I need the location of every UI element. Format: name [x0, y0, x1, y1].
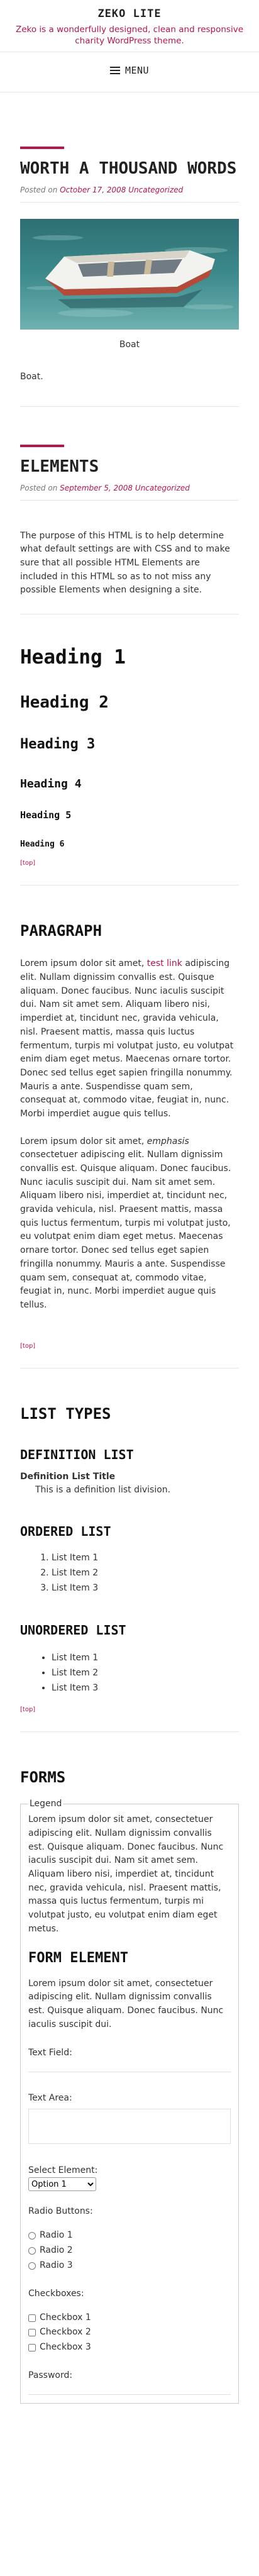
forms-heading: FORMS	[20, 1768, 66, 1787]
checkbox-input[interactable]	[28, 2344, 36, 2351]
forms-section	[20, 1732, 239, 2403]
menu-toggle-button[interactable]	[110, 65, 149, 76]
form-element-heading: FORM ELEMENT	[28, 1950, 128, 1966]
post-title[interactable]: ELEMENTS	[20, 457, 99, 477]
site-title[interactable]: ZEKO LITE	[97, 8, 162, 20]
list-item: 2. List Item 2	[52, 1566, 239, 1581]
checkbox-option-3[interactable]: Checkbox 3	[28, 2340, 231, 2355]
text-area-input[interactable]	[28, 2109, 231, 2144]
top-link[interactable]: [top]	[20, 1342, 36, 1350]
list-item: 3. List Item 3	[52, 1581, 239, 1596]
test-link[interactable]: test link	[146, 958, 182, 969]
emphasis-text: emphasis	[146, 1136, 189, 1146]
radio-input[interactable]	[28, 2232, 36, 2240]
text-field-label: Text Field:	[28, 2048, 72, 2058]
menu-label: MENU	[124, 64, 150, 76]
radio-option-2[interactable]: Radio 2	[28, 2243, 231, 2258]
checkbox-option-1[interactable]: Checkbox 1	[28, 2311, 231, 2326]
password-label: Password:	[28, 2370, 73, 2381]
title-accent-bar	[20, 147, 64, 149]
heading-6: Heading 6	[20, 840, 65, 850]
post-date-link[interactable]: September 5, 2008	[60, 483, 133, 492]
title-accent-bar	[20, 445, 64, 447]
heading-2: Heading 2	[20, 693, 109, 713]
password-input[interactable]	[28, 2382, 231, 2395]
post-category-link[interactable]: Uncategorized	[135, 483, 190, 492]
top-link[interactable]: [top]	[20, 1706, 36, 1713]
heading-5: Heading 5	[20, 809, 72, 821]
paragraph-two: Lorem ipsum dolor sit amet, emphasis consectetuer adipiscing elit. Nullam dignissim convallis est. Quisque aliquam. Donec faucibus. Nunc iaculis suscipit dui. Nam sit amet sem. Aliquam libero nisi, imperdiet at, tincidunt nec, gravida vehicula, nisl. Praesent mattis, massa quis luctus fermentum, turpis mi volutpat justo, eu volutpat enim diam eget metus. Maecenas ornare tortor. Donec sed tellus eget sapien fringilla nonummy. Mauris a ante. Suspendisse quam sem, consequat at, commodo vitae, feugiat in, nunc. Morbi imperdiet augue quis tellus.	[20, 1136, 231, 1310]
post-elements	[20, 407, 239, 2403]
paragraph-heading: PARAGRAPH	[20, 922, 102, 940]
post-body: Boat.	[20, 371, 43, 382]
paragraph-one: Lorem ipsum dolor sit amet, test link adipiscing elit. Nullam dignissim convallis est. Quisque aliquam. Donec faucibus. Nunc iaculis suscipit dui. Nam sit amet sem. Aliquam libero nisi, imperdiet at, tincidunt nec, gravida vehicula, nisl. Praesent mattis, massa quis luctus fermentum, turpis mi volutpat justo, eu volutpat enim diam eget metus. Maecenas ornare tortor. Donec sed tellus eget sapien fringilla nonummy. Mauris a ante. Suspendisse quam sem, consequat at, commodo vitae, feugiat in, nunc. Morbi imperdiet augue quis tellus.	[20, 958, 234, 1119]
radio-buttons-label: Radio Buttons:	[28, 2206, 93, 2217]
unordered-list	[20, 1651, 239, 1696]
definition-description: This is a definition list division.	[35, 1485, 171, 1496]
post-category-link[interactable]: Uncategorized	[128, 185, 184, 194]
site-description: Zeko is a wonderfully designed, clean and responsive charity WordPress theme.	[15, 24, 244, 46]
post-worth-a-thousand-words	[20, 92, 239, 384]
form-paragraph: Lorem ipsum dolor sit amet, consectetuer adipiscing elit. Nullam dignissim convallis est. Quisque aliquam. Donec faucibus. Nunc iaculis suscipit dui.	[28, 1978, 224, 2029]
radio-input[interactable]	[28, 2247, 36, 2255]
select-element-label: Select Element:	[28, 2165, 98, 2176]
list-types-heading: LIST TYPES	[20, 1405, 111, 1423]
post-meta: Posted on September 5, 2008 Uncategorized	[20, 482, 239, 501]
post-meta: Posted on October 17, 2008 Uncategorized	[20, 184, 239, 203]
text-field-input[interactable]	[28, 2060, 231, 2072]
definition-list-heading: DEFINITION LIST	[20, 1447, 134, 1463]
definition-term: Definition List Title	[20, 1472, 116, 1482]
content-area	[0, 92, 259, 2403]
unordered-list-heading: UNORDERED LIST	[20, 1623, 126, 1638]
list-item: • List Item 2	[52, 1666, 239, 1681]
list-item: • List Item 3	[52, 1681, 239, 1696]
checkbox-input[interactable]	[28, 2329, 36, 2336]
checkboxes-label: Checkboxes:	[28, 2288, 84, 2299]
checkbox-input[interactable]	[28, 2314, 36, 2322]
legend-paragraph: Lorem ipsum dolor sit amet, consectetuer adipiscing elit. Nullam dignissim convallis est. Quisque aliquam. Donec faucibus. Nunc iaculis suscipit dui. Nam sit amet sem. Aliquam libero nisi, imperdiet at, tincidunt nec, gravida vehicula, nisl. Praesent mattis, massa quis luctus fermentum, turpis mi volutpat justo, eu volutpat enim diam eget metus.	[28, 1814, 224, 1934]
headings-section	[20, 614, 239, 869]
heading-3: Heading 3	[20, 736, 96, 753]
checkbox-option-2[interactable]: Checkbox 2	[28, 2325, 231, 2340]
main-navigation	[0, 52, 259, 93]
list-item: 1. List Item 1	[52, 1551, 239, 1566]
radio-input[interactable]	[28, 2262, 36, 2270]
boat-image	[20, 219, 239, 330]
radio-option-3[interactable]: Radio 3	[28, 2258, 231, 2273]
hamburger-icon	[110, 67, 120, 74]
figure-caption: Boat	[119, 339, 140, 350]
site-header	[0, 0, 259, 52]
boat-figure	[20, 219, 239, 352]
top-link[interactable]: [top]	[20, 859, 36, 867]
paragraph-section	[20, 886, 239, 1352]
legend-fieldset	[20, 1797, 239, 2403]
select-element[interactable]	[28, 2177, 96, 2191]
post-date-link[interactable]: October 17, 2008	[60, 185, 126, 194]
post-title[interactable]: WORTH A THOUSAND WORDS	[20, 159, 237, 179]
radio-group	[28, 2228, 231, 2273]
checkbox-group	[28, 2311, 231, 2355]
fieldset-legend: Legend	[30, 1799, 62, 1809]
heading-4: Heading 4	[20, 777, 82, 791]
heading-1: Heading 1	[20, 645, 126, 669]
ordered-list-heading: ORDERED LIST	[20, 1524, 111, 1540]
ordered-list	[20, 1551, 239, 1596]
list-item: • List Item 1	[52, 1651, 239, 1666]
text-area-label: Text Area:	[28, 2092, 72, 2103]
intro-paragraph: The purpose of this HTML is to help determine what default settings are with CSS and to make sure that all possible HTML Elements are included in this HTML so as to not miss any possible Elements when designing a site.	[20, 530, 230, 596]
radio-option-1[interactable]: Radio 1	[28, 2228, 231, 2243]
list-types-section	[20, 1368, 239, 1715]
definition-list	[20, 1470, 239, 1497]
